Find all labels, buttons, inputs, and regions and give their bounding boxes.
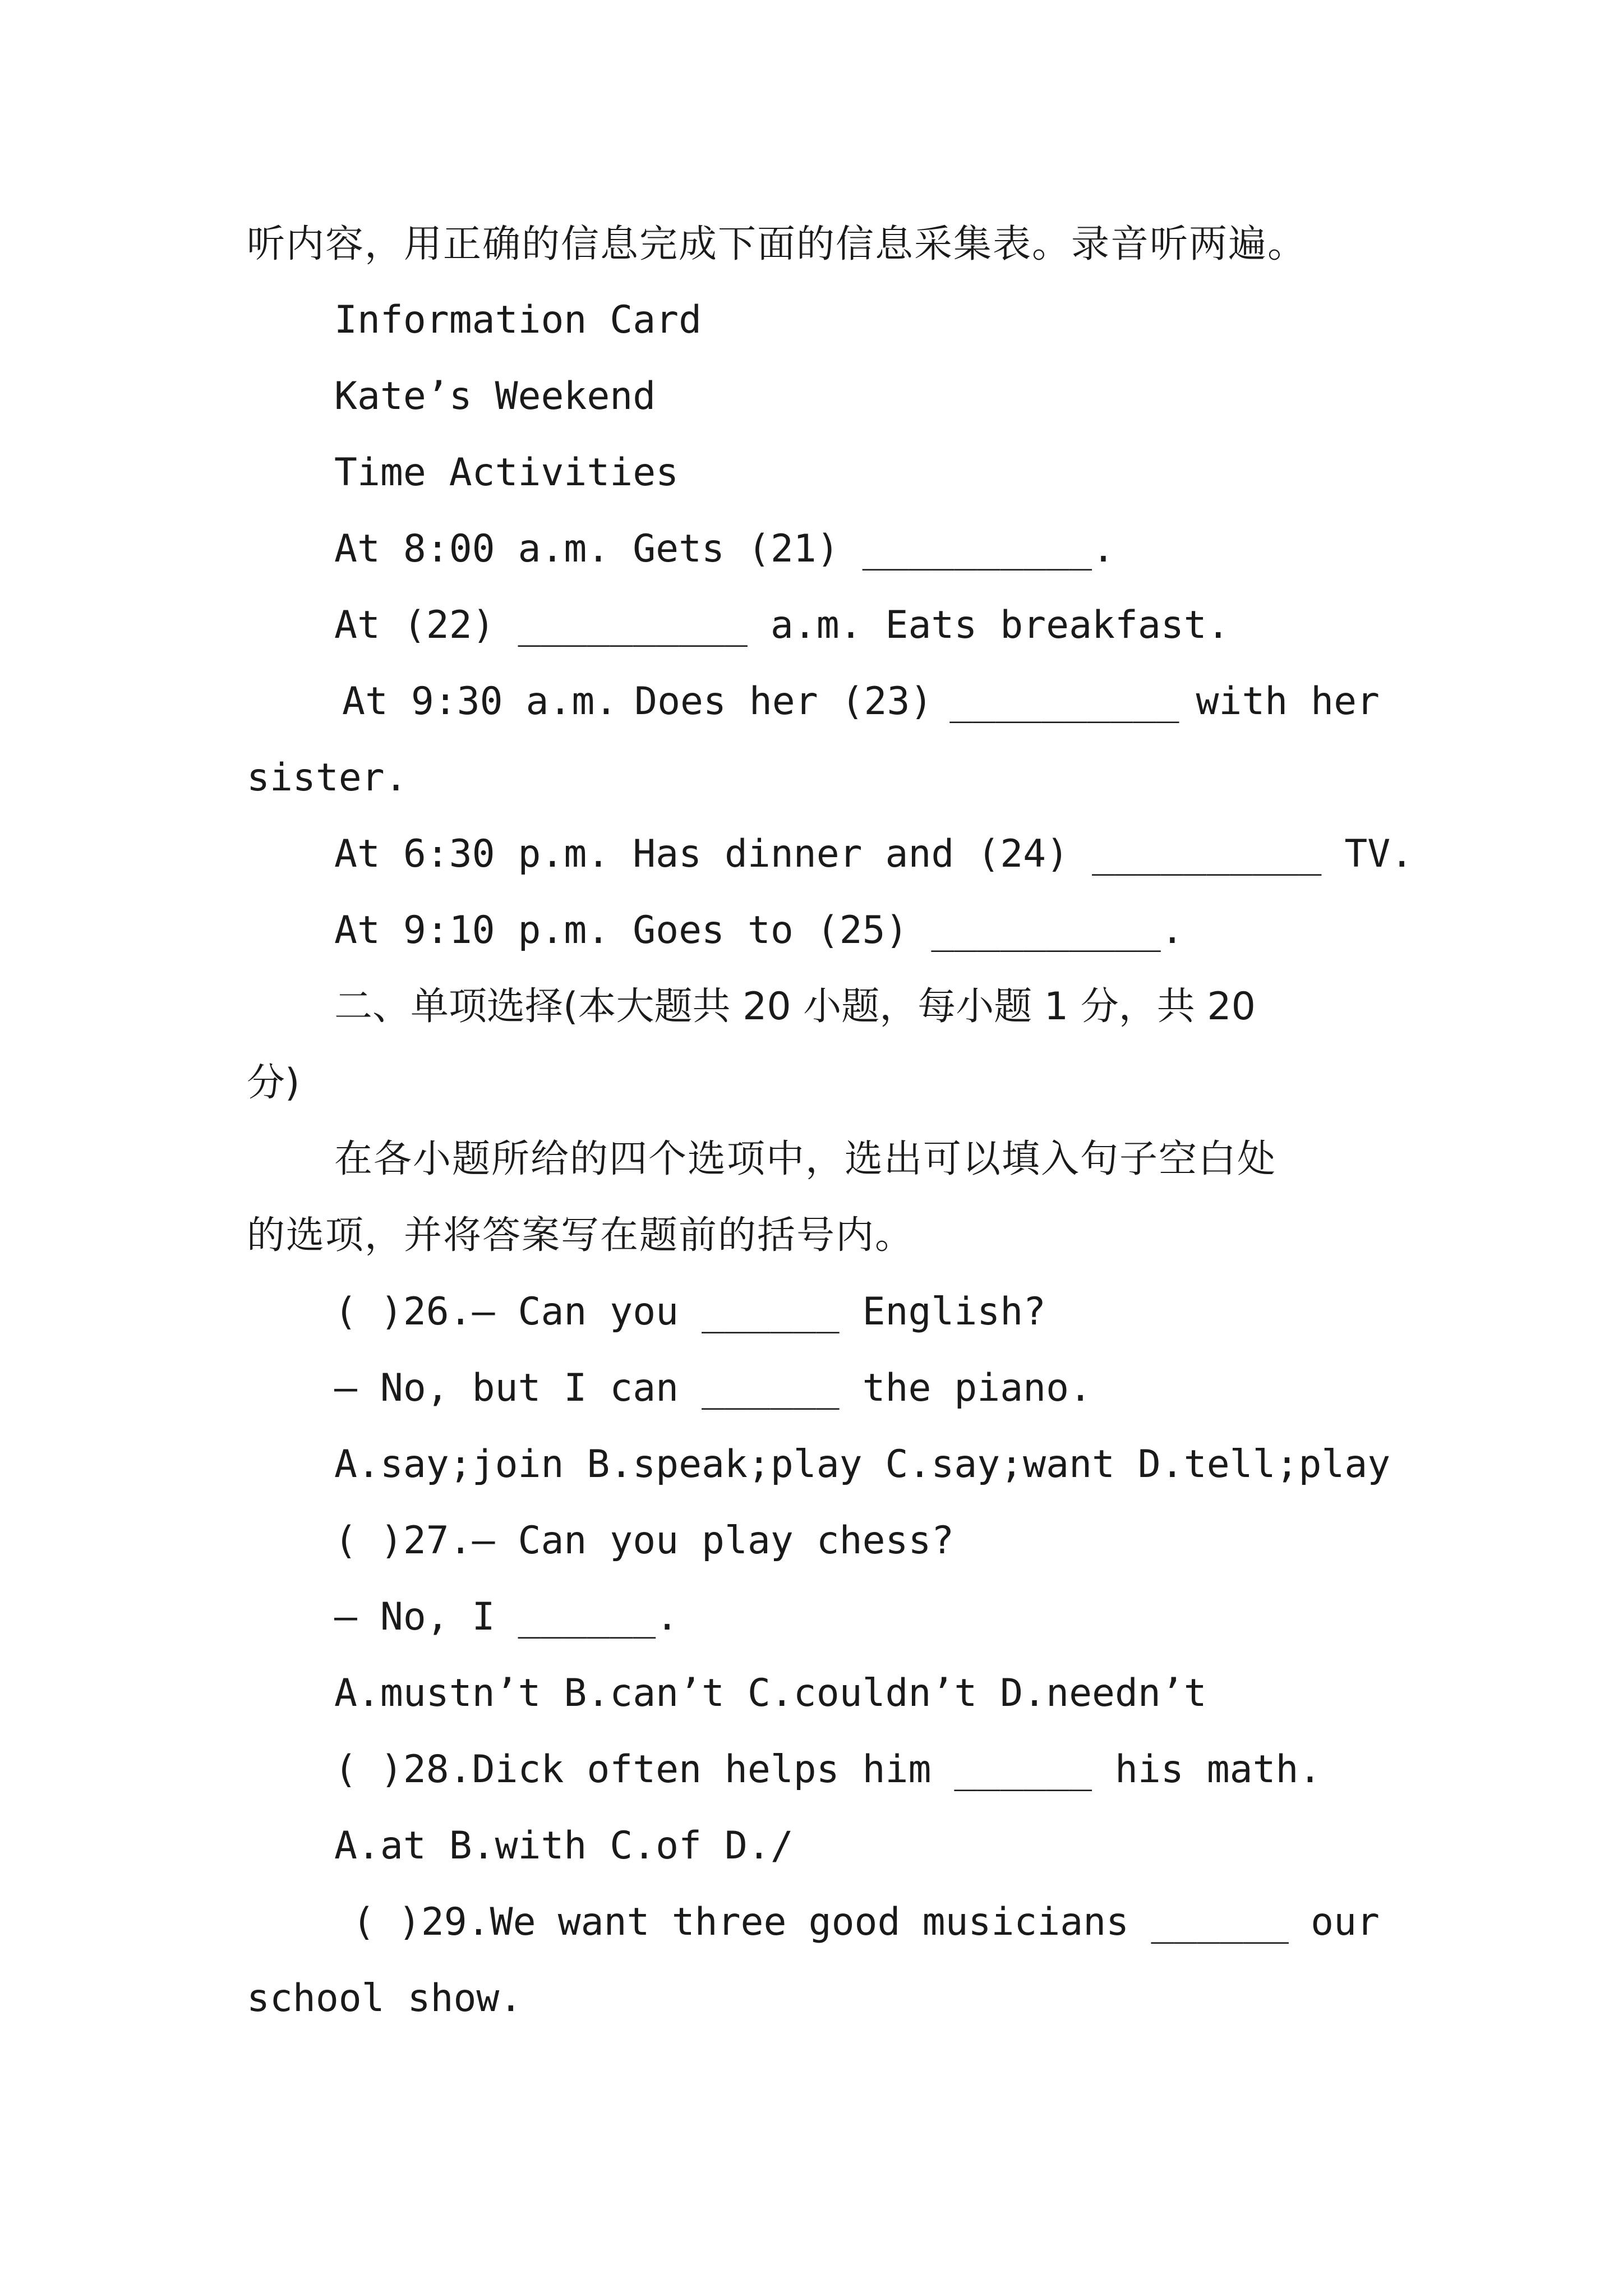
card-header: Time Activities (334, 450, 679, 495)
question-27-options: A.mustn’t B.can’t C.couldn’t D.needn’t (334, 1671, 1207, 1715)
instructions-line: 的选项，并将答案写在题前的括号内。 (247, 1213, 915, 1258)
question-29-word: our (1311, 1900, 1380, 1944)
question-29 (352, 1900, 1380, 1945)
question-27-response: — No, I ______. (334, 1595, 679, 1639)
question-29-word: ( )29.We (352, 1900, 536, 1944)
question-27: ( )27.— Can you play chess? (334, 1519, 955, 1563)
card-title: Information Card (334, 298, 702, 342)
question-26: ( )26.— Can you ______ English? (334, 1290, 1046, 1334)
row-23-part: At 9:30 a.m. (342, 679, 618, 724)
row-23-continuation: sister. (247, 756, 408, 800)
question-29-word: good (808, 1900, 901, 1944)
row-23-part: with her (1196, 679, 1380, 724)
card-subtitle: Kate’s Weekend (334, 374, 656, 418)
row-23-part: Does her (23) (634, 679, 933, 724)
section-2-heading: 二、单项选择(本大题共 20 小题，每小题 1 分，共 20 (334, 984, 1256, 1029)
question-28: ( )28.Dick often helps him ______ his math. (334, 1747, 1322, 1792)
instructions-line: 在各小题所给的四个选项中，选出可以填入句子空白处 (334, 1137, 1277, 1181)
row-23-blank: __________ (949, 679, 1179, 724)
row-23 (342, 679, 1380, 724)
question-28-options: A.at B.with C.of D./ (334, 1824, 794, 1868)
section-2-heading-continuation: 分) (247, 1061, 300, 1105)
row-24: At 6:30 p.m. Has dinner and (24) __________ TV. (334, 832, 1414, 876)
row-21: At 8:00 a.m. Gets (21) __________. (334, 527, 1115, 571)
question-26-response: — No, but I can ______ the piano. (334, 1366, 1092, 1410)
intro-line: 听内容，用正确的信息完成下面的信息采集表。录音听两遍。 (247, 222, 1307, 266)
question-29-continuation: school show. (247, 1976, 523, 2021)
question-26-options: A.say;join B.speak;play C.say;want D.tell;play (334, 1442, 1391, 1487)
question-29-word: three (671, 1900, 787, 1944)
row-22: At (22) __________ a.m. Eats breakfast. (334, 603, 1230, 647)
row-25: At 9:10 p.m. Goes to (25) __________. (334, 908, 1184, 953)
question-29-blank: ______ (1151, 1900, 1289, 1944)
question-29-word: musicians (922, 1900, 1129, 1944)
question-29-word: want (557, 1900, 650, 1944)
